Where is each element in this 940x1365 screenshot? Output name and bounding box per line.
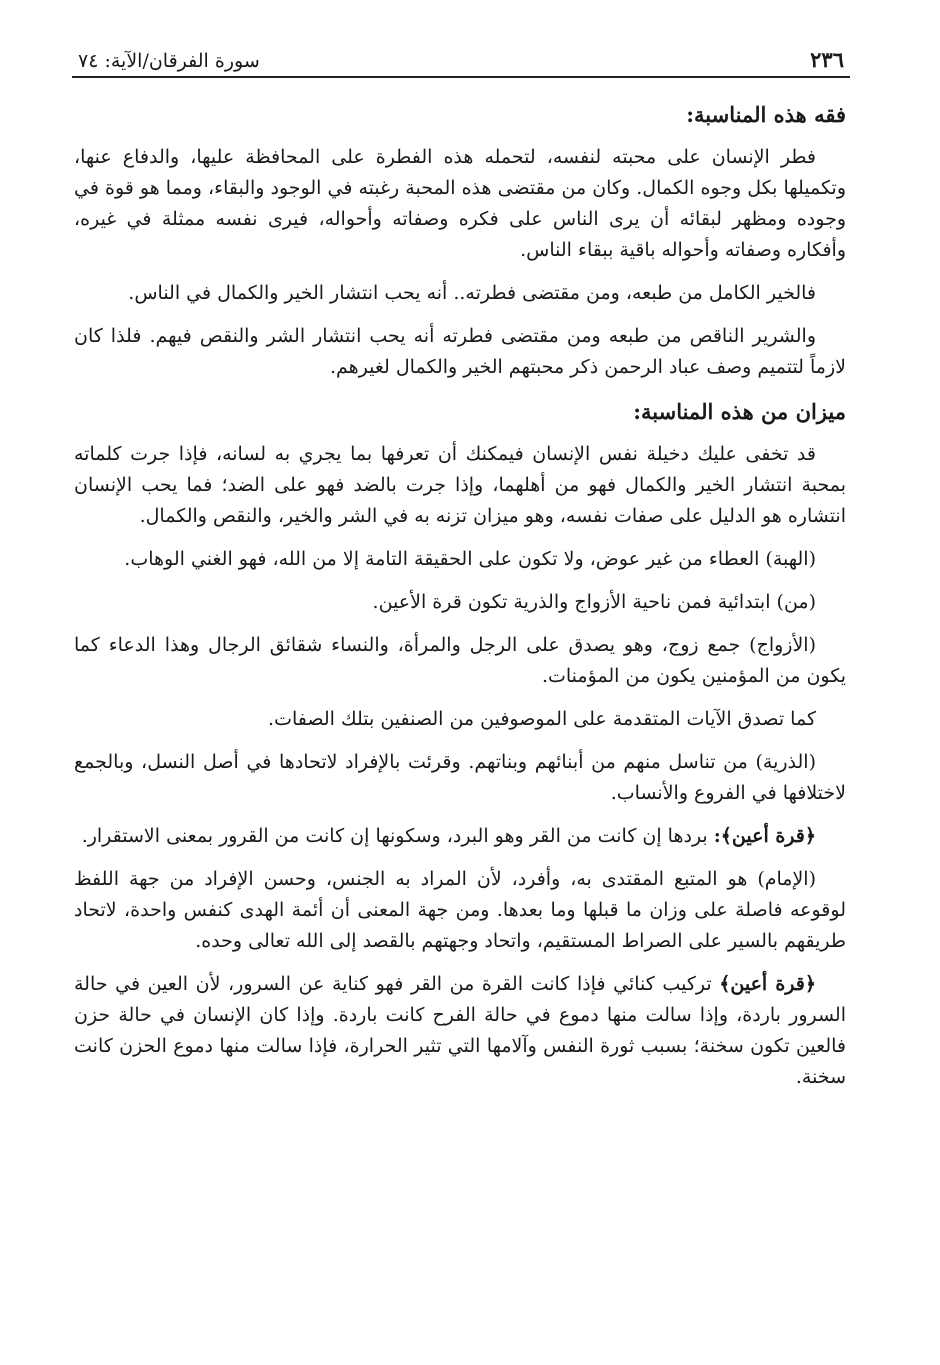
paragraph-9: (الذرية) من تناسل منهم من أبنائهم وبناتهم. وقرئت بالإفراد لاتحادها في أصل النسل، وبالجمع لاختلافها في الفروع والأنساب. bbox=[74, 751, 846, 804]
page-content bbox=[72, 98, 850, 1093]
paragraph-6: (من) ابتدائية فمن ناحية الأزواج والذرية تكون قرة الأعين. bbox=[372, 591, 816, 613]
page-header bbox=[72, 38, 850, 78]
section-heading-mizan: ميزان من هذه المناسبة: bbox=[633, 399, 846, 424]
quran-term-qurrat-ayun: ﴿قرة أعين﴾: bbox=[713, 825, 816, 847]
paragraph-12 bbox=[74, 969, 846, 1093]
paragraph-10 bbox=[74, 821, 846, 852]
paragraph-10-text: بردها إن كانت من القر وهو البرد، وسكونها إن كانت من القرور بمعنى الاستقرار. bbox=[81, 825, 714, 847]
section-heading-fiqh: فقه هذه المناسبة: bbox=[686, 102, 846, 127]
page-number: ٢٣٦ bbox=[810, 47, 844, 72]
paragraph-12-text: تركيب كنائي فإذا كانت القرة من القر فهو كناية عن السرور، لأن العين في حالة السرور باردة، وإذا سالت منها دموع في حالة الفرح كانت باردة. وإذا كان الإنسان في حالة حزن فالعين تكون سخنة؛ بسبب ثورة النفس وآلامها التي تثير الحرارة، فإذا سالت منها دموع الحزن كانت سخنة. bbox=[74, 973, 846, 1088]
book-page bbox=[72, 38, 850, 1105]
paragraph-7: (الأزواج) جمع زوج، وهو يصدق على الرجل والمرأة، والنساء شقائق الرجال وهذا الدعاء كما يكون من المؤمنين يكون من المؤمنات. bbox=[74, 634, 846, 687]
paragraph-11: (الإمام) هو المتبع المقتدى به، وأفرد، لأن المراد به الجنس، وحسن الإفراد من جهة اللفظ لوقوعه فاصلة على وزان ما قبلها وما بعدها. ومن جهة المعنى أن أئمة الهدى كنفس واحدة، لاتحاد طريقهم بالسير على الصراط المستقيم، واتحاد وجهتهم بالقصد إلى الله تعالى وحده. bbox=[74, 868, 846, 952]
quran-term-qurrat-ayun-2: ﴿قرة أعين﴾ bbox=[719, 973, 817, 995]
paragraph-3: والشرير الناقص من طبعه ومن مقتضى فطرته أنه يحب انتشار الشر والنقص فيهم. فلذا كان لازماً لتتميم وصف عباد الرحمن ذكر محبتهم الخير والكمال لغيرهم. bbox=[74, 325, 846, 378]
paragraph-2: فالخير الكامل من طبعه، ومن مقتضى فطرته.. أنه يحب انتشار الخير والكمال في الناس. bbox=[128, 282, 816, 304]
paragraph-8: كما تصدق الآيات المتقدمة على الموصوفين من الصنفين بتلك الصفات. bbox=[268, 708, 816, 730]
paragraph-4: قد تخفى عليك دخيلة نفس الإنسان فيمكنك أن تعرفها بما يجري به لسانه، فإذا جرت كلماته بمحبة انتشار الخير والكمال فهو من أهلهما، وإذا جرت بالضد فهو على الضد؛ فما يحب الإنسان انتشاره هو الدليل على صفات نفسه، وهو ميزان تزنه به في الشر والخير، والنقص والكمال. bbox=[74, 443, 846, 527]
paragraph-5: (الهبة) العطاء من غير عوض، ولا تكون على الحقيقة التامة إلا من الله، فهو الغني الوهاب. bbox=[124, 548, 816, 570]
running-title: سورة الفرقان/الآية: ٧٤ bbox=[78, 50, 260, 72]
paragraph-1: فطر الإنسان على محبته لنفسه، لتحمله هذه الفطرة على المحافظة عليها، والدفاع عنها، وتكميلها بكل وجوه الكمال. وكان من مقتضى هذه المحبة رغبته في الوجود والبقاء، ومما هو قوة في وجوده ومظهر لبقائه أن يرى الناس على فكره وصفاته وأحواله، فيرى نفسه ممثلة في غيره، وأفكاره وصفاته وأحواله باقية ببقاء الناس. bbox=[74, 146, 846, 261]
